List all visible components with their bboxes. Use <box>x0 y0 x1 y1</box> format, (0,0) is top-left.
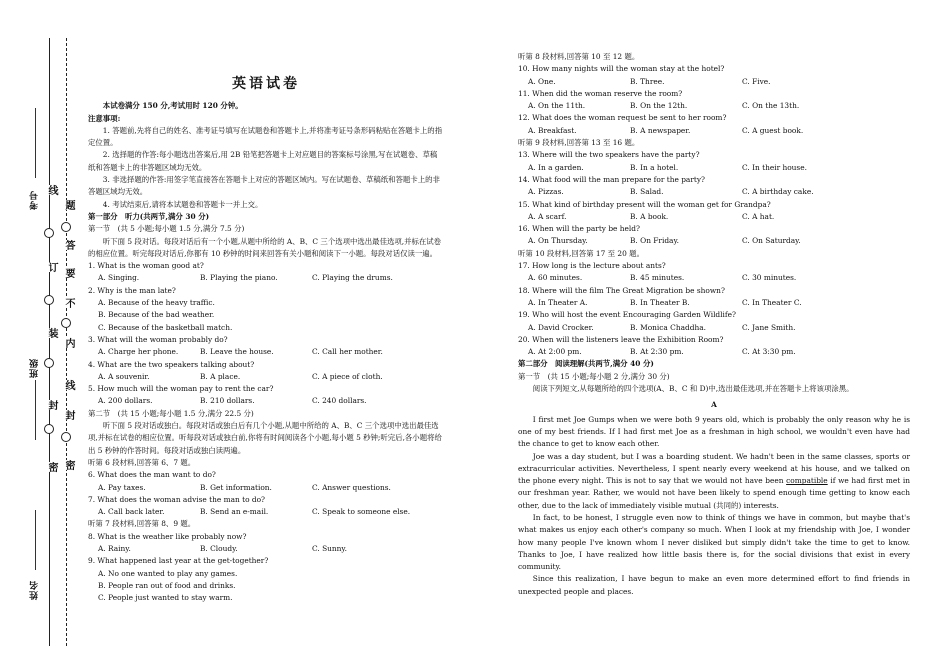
options-row <box>518 186 910 198</box>
binding-circle <box>44 228 54 238</box>
options-row <box>518 211 910 223</box>
option: B. Send an e-mail. <box>200 507 269 517</box>
options-row <box>518 272 910 284</box>
options-row <box>88 346 444 358</box>
question-stem: 13. Where will the two speakers have the party? <box>518 150 700 160</box>
option: B. Three. <box>630 76 665 86</box>
option: B. People ran out of food and drinks. <box>98 580 236 590</box>
material-heading: 听第 6 段材料,回答第 6、7 题。 <box>88 457 196 467</box>
option: A. In a garden. <box>528 162 584 172</box>
passage-label: A <box>711 400 717 410</box>
field-line-banji <box>35 380 36 440</box>
passage-paragraph <box>518 451 910 512</box>
option: C. Speak to someone else. <box>312 507 411 517</box>
option: C. 30 minutes. <box>742 273 797 283</box>
warning-char: 要 <box>63 268 74 278</box>
option: C. A birthday cake. <box>742 187 814 197</box>
options-row <box>518 235 910 247</box>
option: B. At 2:30 pm. <box>630 347 684 357</box>
options-row <box>518 346 910 358</box>
question-stem: 10. How many nights will the woman stay at the hotel? <box>518 64 725 74</box>
option: A. No one wanted to play any games. <box>98 568 238 578</box>
question-stem: 17. How long is the lecture about ants? <box>518 261 666 271</box>
section-heading: 第二节 (共 15 小题;每小题 1.5 分,满分 22.5 分) <box>88 408 254 418</box>
question-stem: 6. What does the man want to do? <box>88 470 216 480</box>
question-stem: 14. What food will the man prepare for the party? <box>518 174 705 184</box>
section-instructions: 阅读下列短文,从每题所给的四个选项(A、B、C 和 D)中,选出最佳选项,并在答题卡上将该项涂黑。 <box>532 384 854 394</box>
question-stem: 8. What is the weather like probably now? <box>88 531 247 541</box>
label-banji: 班级 <box>30 358 40 378</box>
exam-intro: 本试卷满分 150 分,考试用时 120 分钟。 <box>102 101 243 111</box>
option: B. Playing the piano. <box>200 273 278 283</box>
options-row <box>518 76 910 88</box>
options-row <box>88 506 444 518</box>
option: A. On the 11th. <box>528 101 586 111</box>
seal-char-mi: 密 <box>46 462 57 472</box>
binding-margin <box>0 0 82 659</box>
option: A. At 2:00 pm. <box>528 347 582 357</box>
underlined-word: compatible <box>786 476 828 486</box>
passage-paragraph: I first met Joe Gumps when we were both 9 years old, which is probably the only reason why he is one of my best friends. If I had first met Joe as a freshman in high school, we wouldn't even have had the chance to get to know each other. <box>518 414 910 449</box>
question-stem: 19. Who will host the event Encouraging Garden Wildlife? <box>518 310 736 320</box>
section-heading: 第一节 (共 5 小题;每小题 1.5 分,满分 7.5 分) <box>88 224 245 234</box>
warning-char: 答 <box>63 240 74 250</box>
options-row <box>518 297 910 309</box>
options-row <box>88 371 444 383</box>
option: C. 240 dollars. <box>312 396 367 406</box>
option: A. Breakfast. <box>528 125 577 135</box>
option: C. Jane Smith. <box>742 322 796 332</box>
option: A. One. <box>528 76 556 86</box>
warning-char: 题 <box>63 200 74 210</box>
question-stem: 2. Why is the man late? <box>88 285 176 295</box>
option: C. A guest book. <box>742 125 804 135</box>
option: C. In their house. <box>742 162 807 172</box>
options-row <box>518 125 910 137</box>
option: C. A piece of cloth. <box>312 371 383 381</box>
question-stem: 12. What does the woman request be sent to her room? <box>518 113 727 123</box>
binding-circle <box>61 222 71 232</box>
option: B. Monica Chaddha. <box>630 322 706 332</box>
part-heading: 第一部分 听力(共两节,满分 30 分) <box>88 211 210 221</box>
option: B. A place. <box>200 371 241 381</box>
warning-char: 不 <box>63 298 74 308</box>
notice-heading: 注意事项: <box>88 113 121 123</box>
part-heading: 第二部分 阅读理解(共两节,满分 40 分) <box>518 359 654 369</box>
notice-item: 1. 答题前,先将自己的姓名、准考证号填写在试题卷和答题卡上,并将准考证号条形码粘贴在答题卡上的指定位置。 <box>88 125 443 148</box>
notice-item: 4. 考试结束后,请将本试题卷和答题卡一并上交。 <box>102 199 263 209</box>
seal-char-feng: 封 <box>46 400 57 410</box>
label-kaohao: 考号 <box>30 190 40 210</box>
question-stem: 5. How much will the woman pay to rent the car? <box>88 384 274 394</box>
material-heading: 听第 8 段材料,回答第 10 至 12 题。 <box>518 52 640 61</box>
field-line-kaohao <box>35 108 36 178</box>
warning-char: 密 <box>63 460 74 470</box>
binding-circle <box>44 424 54 434</box>
binding-circle <box>61 318 71 328</box>
option: B. Because of the bad weather. <box>98 310 215 320</box>
option: C. Answer questions. <box>312 482 391 492</box>
option: A. Singing. <box>98 273 140 283</box>
options-row <box>518 100 910 112</box>
option: A. In Theater A. <box>528 297 588 307</box>
options-row <box>88 395 444 407</box>
question-stem: 20. When will the listeners leave the Exhibition Room? <box>518 334 724 344</box>
binding-circle <box>61 432 71 442</box>
option: A. On Thursday. <box>528 236 588 246</box>
option: A. 200 dollars. <box>98 396 153 406</box>
question-stem: 11. When did the woman reserve the room? <box>518 88 683 98</box>
seal-char-zhuang: 装 <box>46 328 57 338</box>
option: B. Salad. <box>630 187 664 197</box>
option: A. Pay taxes. <box>98 482 146 492</box>
options-row <box>518 322 910 334</box>
left-column <box>88 62 444 604</box>
option: B. On Friday. <box>630 236 680 246</box>
option: A. 60 minutes. <box>528 273 583 283</box>
option: B. On the 12th. <box>630 101 688 111</box>
warning-char: 内 <box>63 338 74 348</box>
option: A. Pizzas. <box>528 187 564 197</box>
option: B. In Theater B. <box>630 297 690 307</box>
option: C. A hat. <box>742 211 775 221</box>
option: C. Because of the basketball match. <box>98 322 233 332</box>
right-column <box>518 51 910 598</box>
option: B. A book. <box>630 211 669 221</box>
option: C. On the 13th. <box>742 101 800 111</box>
option: A. David Crocker. <box>528 322 594 332</box>
question-stem: 7. What does the woman advise the man to do? <box>88 494 266 504</box>
binding-circle <box>44 295 54 305</box>
option: C. In Theater C. <box>742 297 802 307</box>
material-heading: 听第 7 段材料,回答第 8、9 题。 <box>88 519 196 529</box>
option: C. People just wanted to stay warm. <box>98 593 233 603</box>
notice-item: 3. 非选择题的作答:用签字笔直接答在答题卡上对应的答题区域内。写在试题卷、草稿纸和答题卡上的非答题区域均无效。 <box>88 175 440 197</box>
option: A. Rainy. <box>98 543 131 553</box>
option: C. Sunny. <box>312 543 347 553</box>
exam-title: 英语试卷 <box>232 76 300 92</box>
binding-line-outer <box>49 38 50 646</box>
option: A. Charge her phone. <box>98 347 179 357</box>
warning-char: 封 <box>63 410 74 420</box>
section-instructions: 听下面 5 段对话或独白。每段对话或独白后有几个小题,从题中所给的 A、B、C 三个选项中选出最佳选项,并标在试卷的相应位置。听每段对话或独白前,你将有时间阅读各个小题,每小题 5 秒钟;听完后,各小题将给出 5 秒钟的作答时间。每段对话或独白读两遍。 <box>88 421 442 455</box>
question-stem: 1. What is the woman good at? <box>88 261 204 271</box>
option: A. A scarf. <box>528 211 567 221</box>
section-instructions: 听下面 5 段对话。每段对话后有一个小题,从题中所给的 A、B、C 三个选项中选出最佳选项,并标在试卷的相应位置。听完每段对话后,你都有 10 秒钟的时间来回答有关小题和阅读下一小题。每段对话仅读一遍。 <box>88 236 442 258</box>
option: C. Call her mother. <box>312 347 383 357</box>
material-heading: 听第 9 段材料,回答第 13 至 16 题。 <box>518 138 640 148</box>
question-stem: 4. What are the two speakers talking about? <box>88 359 255 369</box>
seal-char-ding: 订 <box>46 262 57 272</box>
option: B. Get information. <box>200 482 272 492</box>
binding-circle <box>44 358 54 368</box>
option: B. 45 minutes. <box>630 273 685 283</box>
warning-char: 线 <box>63 380 74 390</box>
notice-item: 2. 选择题的作答:每小题选出答案后,用 2B 铅笔把答题卡上对应题目的答案标号涂黑,写在试题卷、草稿纸和答题卡上的非答题区域均无效。 <box>88 150 438 172</box>
label-xingming: 姓名 <box>30 580 40 600</box>
passage-text: Joe was a day student, but I was a boarding student. We hadn't been in the same classes, sports or extracurricular activities. Nevertheless, I spent nearly every weekend at his house, and we talked on the phone every night. This is not to say that we would not have been <box>518 451 910 486</box>
option: B. In a hotel. <box>630 162 679 172</box>
option: B. 210 dollars. <box>200 396 255 406</box>
field-line-xingming <box>35 510 36 570</box>
option: C. On Saturday. <box>742 236 801 246</box>
option: B. Cloudy. <box>200 543 238 553</box>
question-stem: 3. What will the woman probably do? <box>88 334 228 344</box>
question-stem: 16. When will the party be held? <box>518 224 640 234</box>
section-heading: 第一节 (共 15 小题;每小题 2 分,满分 30 分) <box>518 371 670 381</box>
seal-char-xian: 线 <box>46 185 57 195</box>
options-row <box>88 482 444 494</box>
question-stem: 9. What happened last year at the get-together? <box>88 556 269 566</box>
options-row <box>518 162 910 174</box>
option: A. Because of the heavy traffic. <box>98 298 215 308</box>
option: C. Five. <box>742 76 771 86</box>
passage-text: if we had first met in our freshman year. Rather, we would not have been likely to spend enough time getting to know each other, due to the lack of immediately visible mutual (共同的) interests. <box>518 476 910 510</box>
passage-paragraph: In fact, to be honest, I struggle even now to think of things we have in common, but maybe that's what makes us enjoy each other's company so much. When I look at my friendship with Joe, I wonder how many people I've known whom I never disliked but simply didn't take the time to get to know. Thanks to Joe, I have realized how little basis there is, for the social divisions that exist in every community. <box>518 512 910 572</box>
option: C. At 3:30 pm. <box>742 347 796 357</box>
option: B. A newspaper. <box>630 125 691 135</box>
question-stem: 18. Where will the film The Great Migration be shown? <box>518 285 725 295</box>
material-heading: 听第 10 段材料,回答第 17 至 20 题。 <box>518 248 644 258</box>
option: A. Call back later. <box>98 507 165 517</box>
option: B. Leave the house. <box>200 347 274 357</box>
options-row <box>88 272 444 284</box>
options-row <box>88 543 444 555</box>
option: C. Playing the drums. <box>312 273 393 283</box>
option: A. A souvenir. <box>98 371 150 381</box>
passage-paragraph: Since this realization, I have begun to make an even more determined effort to find friends in unexpected people and places. <box>518 574 910 596</box>
question-stem: 15. What kind of birthday present will the woman get for Grandpa? <box>518 199 771 209</box>
